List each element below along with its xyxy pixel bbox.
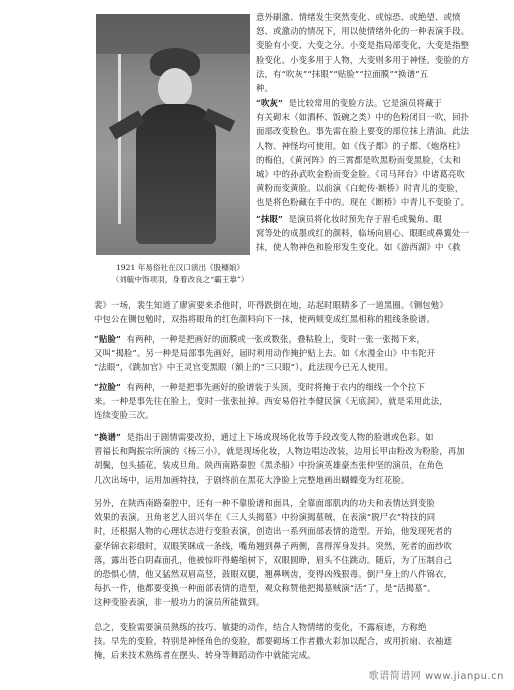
watermark: 歌谱简谱网 www.jianpu.cn <box>368 671 504 682</box>
huanpu-paragraph: “换谱” 是指出于剧情需要改扮，通过上下场或现场化妆等手段改变人物的脸谱或色彩。如 晋福长和陶振宗所演的《杨三小》，就是现场化妆，人物边唱边改装，边用长甲由粉改为粉脸，再加 胡鬓，包头插花，装成旦角。陕西南路秦腔《黑杀船》中扮演英雄豪杰张仲坚的演员，在角色 几次出场中，运用加画特技，于剧终前在黑花大净脸上完整地画出蝴蝶变为红花脸。 <box>94 432 465 485</box>
summary-paragraph: 总之，变脸需要演员熟练的技巧、敏捷的动作，结合人物情绪的变化，不露痕迹，方称绝 技。早先的变脸，特别是神怪角色的变脸，都要砌场工作者撒火彩加以配合，或用折扇、衣袖遮 掩，后来技术熟练者在摆头、转身等舞蹈动作中就能完成。 <box>94 622 453 661</box>
term-tielian: “贴脸” <box>94 334 121 344</box>
caption-line-2: （刘毓中饰项羽，身着改良之“霸王靠”） <box>111 275 249 284</box>
caption-line-1: 1921 年易俗社在汉口演出《股穗娘》 <box>115 263 245 272</box>
term-huanpu: “换谱” <box>94 432 121 442</box>
spear-prop <box>118 54 121 224</box>
lamian-paragraph: “拉脸” 有两种，一种是把事先画好的脸谱装于头顶，变时将掩于衣内的细线一个个拉下 来。一种是事先往在脸上，变时一张张扯掉。西安易俗社李健民演《无底洞》，就是采用此法， 连续变脸三次。 <box>94 382 448 421</box>
chuihui-paragraph: “吹灰” 是比较常用的变脸方法。它是演员将藏于 有关砌末（如酒杯、饭碗之类）中的色粉闭目一吹，回扑 面部改变脸色。事先需在脸上要变的部位抹上清油。此法 人物、神怪均可使用。如《伐子都》的子都、《炮烙柱》 的梅伯，《黄河阵》的三霄都是吹黑粉而变黑脸，《太和 城》中的孙武吹金粉而变金脸。《司马拜台》中诸葛亮吹 黄粉而变黄脸。以前演《白蛇传·断桥》时青儿的变脸， 也是将色粉藏在手中的。现在《断桥》中青儿不变脸了。 <box>256 98 470 208</box>
term-moyan: “抹眼” <box>256 214 283 224</box>
performer-face <box>158 68 192 106</box>
moyan-paragraph: “抹眼” 是演员将化妆时预先存于眉毛或鬓角、眼 窝等处的成墨或红的颜料，临场向眉心、眼眶或鼻翼处一 抹，使人物神色和脸形发生变化。如《游西湖》中《救 <box>256 214 470 253</box>
photo-caption <box>96 262 264 286</box>
performer-costume <box>136 104 216 244</box>
intro-paragraph: 意外刷激、情绪发生突然变化、或惊恐、或绝望、或愤 怒、或激动的情况下，用以使情绪外化的一种表演手段。 变脸有小变、大变之分。小变是指局部变化，大变是指整 脸变化。小变多用于人物，大变则多用于神怪。变脸的方 法，有“吹灰”“抹眼”“贴脸”“拉面膜”“换谱”五 种。 <box>256 12 470 94</box>
tielian-paragraph: “贴脸” 有两种，一种是把画好的面膜或一张或数张，叠粘脸上，变时一张一张揭下来， 又叫“揭脸”。另一种是局部事先画好，届时利用动作掩护贴上去。如《水漫金山》中韦陀开 “法眼”，《跳加官》中王灵官变黑眼（额上的“三只眼”）。此法现今已无人使用。 <box>94 334 436 373</box>
term-lamian: “拉脸” <box>94 382 121 392</box>
moyan-paragraph-cont: 裴》一场，裴生知道了廖寅要来杀他时，吓得跌倒在地，站起时眼睛多了一道黑圈。《铡包勉》 中包公在铡包勉时，双指将眼角的红色颜料向下一抹，使两颊变成红黑相称的粗线条脸谱。 <box>94 300 448 325</box>
opera-photo <box>96 14 250 255</box>
term-chuihui: “吹灰” <box>256 98 283 108</box>
facial-change-paragraph: 另外，在陕西南路秦腔中，还有一种不靠脸谱和面具，全靠面部肌肉的功夫和表情达到变脸 效果的表演。丑角老艺人田兴华在《三人头揭墓》中扮演揭墓贼，在表演“脱尸衣”特技的同 时，还根据人物的心理状态进行变脸表演，创造出一系列面部表情的造型。开始，他发现死者的 豪华锦衣彩缎时，双眼笑眯成一条线，嘴角翘到鼻子两侧，喜得浑身发抖。突然，死者的面纱吹 落，露出苍白阴森面孔，他被惊吓得蜷缩树下，双眼圆睁，眉头不住跳动。随后，为了压制自己 的恐惧心情，他又猛然双眉高竖，鼓眼双腿，翘鼻咧齿，变得凶残狠毒。倒尸身上的八件锦衣， 每扒一件，他都要变换一种面部表情的造型，观众称赞他把揭墓贼演“活”了，是“活揭墓”。 这种变脸表演，非一般功力的演员所能做到。 <box>94 498 453 608</box>
